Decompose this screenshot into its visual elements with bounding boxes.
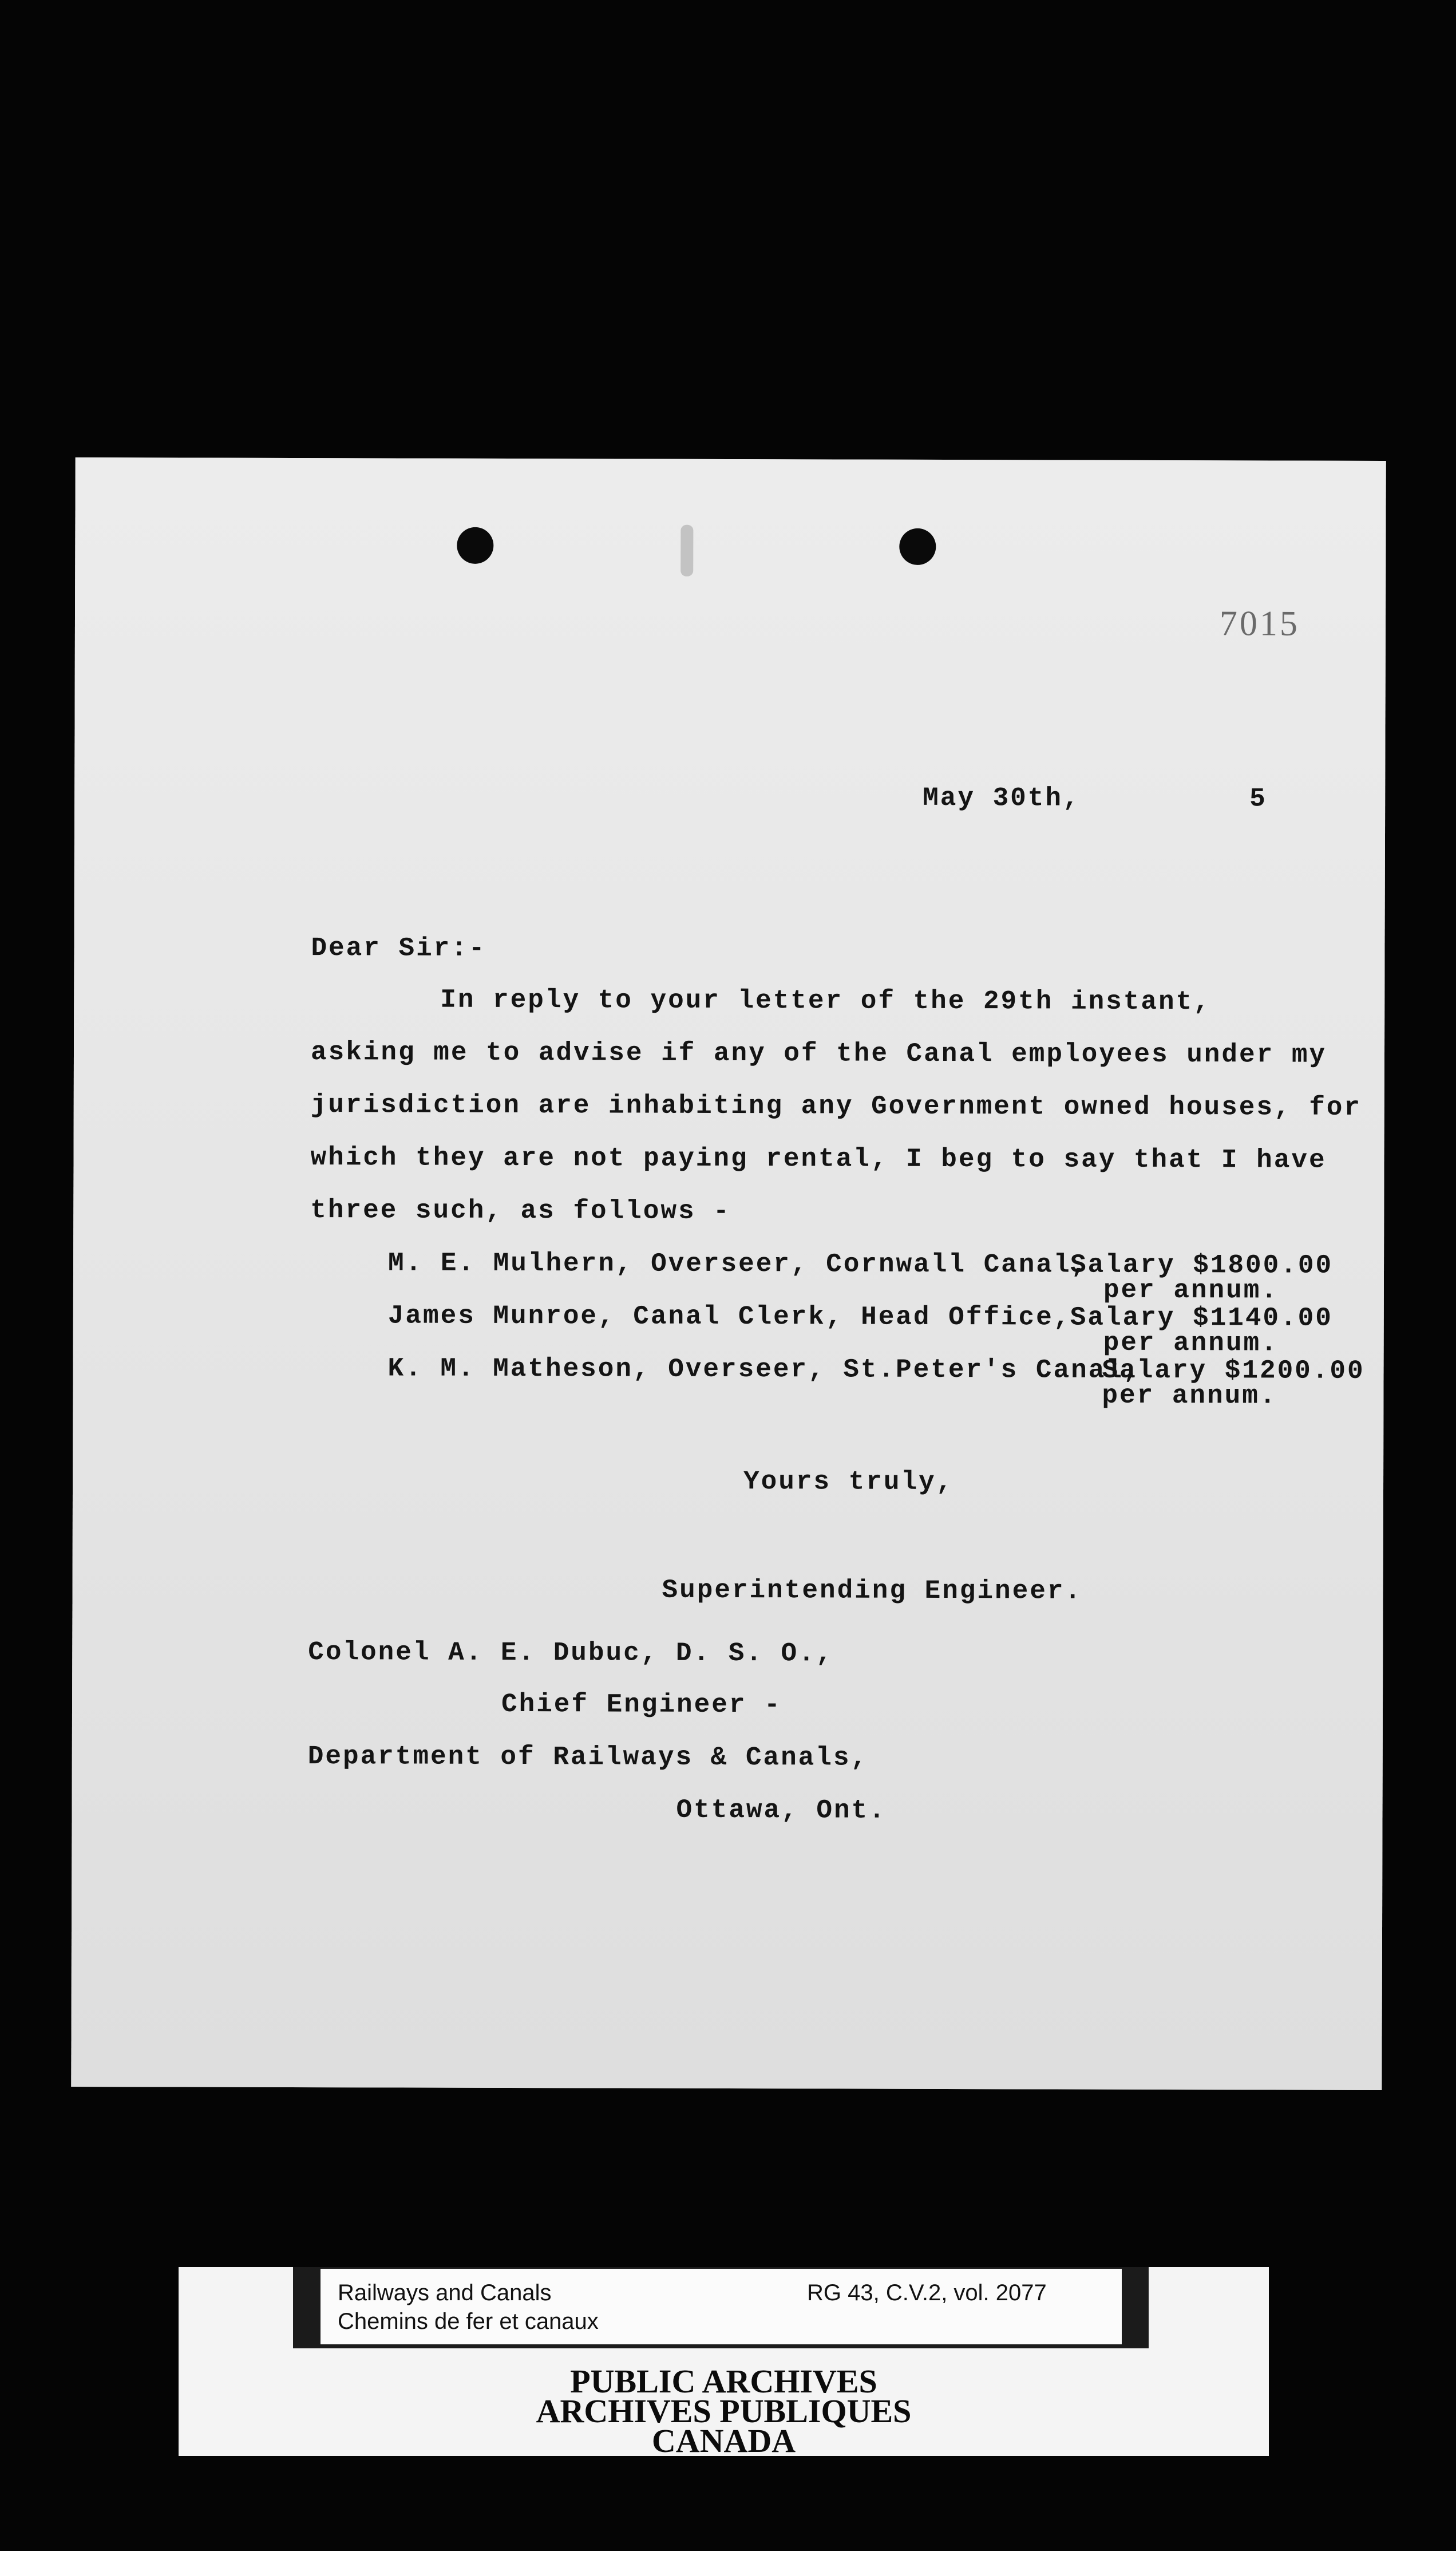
employee-name: K. M. Matheson, Overseer, St.Peter's Canal, [387,1353,1141,1385]
body-line: jurisdiction are inhabiting any Government owned houses, for [310,1090,1362,1123]
employee-salary: Salary $1200.00 [1102,1355,1365,1386]
archive-country: CANADA [651,2422,796,2459]
body-line: In reply to your letter of the 29th instant, [440,985,1211,1017]
salary-period: per annum. [1102,1380,1277,1411]
employee-name: James Munroe, Canal Clerk, Head Office, [387,1301,1071,1333]
closing: Yours truly, [743,1467,954,1498]
archive-name-en: PUBLIC ARCHIVES [570,2363,877,2400]
fonds-french: Chemins de fer et canaux [338,2309,599,2334]
recipient-line: Colonel A. E. Dubuc, D. S. O., [308,1637,834,1669]
salutation: Dear Sir:- [311,933,486,963]
fonds-english: Railways and Canals [338,2280,552,2305]
body-line: which they are not paying rental, I beg to say that I have [310,1143,1327,1175]
punch-hole-left [457,527,493,564]
archive-name-fr: ARCHIVES PUBLIQUES [536,2392,912,2430]
recipient-line: Department of Railways & Canals, [307,1742,869,1773]
employee-salary: Salary $1800.00 [1070,1250,1334,1281]
recipient-line: Ottawa, Ont. [676,1795,887,1826]
body-line: asking me to advise if any of the Canal employees under my [310,1037,1327,1070]
recipient-line: Chief Engineer - [501,1689,782,1720]
paper-mark [680,525,693,576]
file-number: 7015 [1219,604,1300,643]
employee-name: M. E. Mulhern, Overseer, Cornwall Canal, [387,1248,1089,1280]
salary-period: per annum. [1103,1328,1279,1359]
signature-title: Superintending Engineer. [662,1575,1083,1606]
letter-page [71,457,1386,2090]
employee-salary: Salary $1140.00 [1070,1302,1333,1333]
fonds-card [321,2269,1122,2344]
punch-hole-right [899,528,936,565]
salary-period: per annum. [1103,1275,1279,1306]
archive-reference: RG 43, C.V.2, vol. 2077 [807,2280,1047,2305]
body-line: three such, as follows - [310,1195,731,1227]
date-suffix: 5 [1249,784,1267,814]
letter-date: May 30th, [923,783,1081,814]
